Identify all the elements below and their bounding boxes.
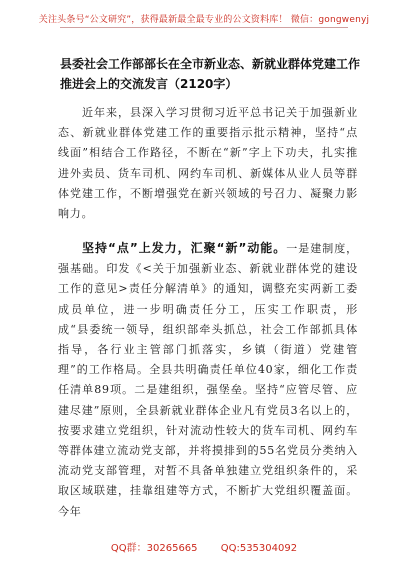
header-banner: 关注头条号“公文研究”，获得最新最全最专业的公文资料库！ 微信：gongwenyj: [38, 15, 370, 25]
footer-qq: QQ:535304092: [220, 543, 298, 554]
footer-contact: [0, 539, 408, 554]
paragraph-intro: 近年来，县深入学习贯彻习近平总书记关于加强新业态、新就业群体党建工作的重要指示批示精神，坚持“点线面”相结合工作路径，不断在“新”字上下功夫，扎实推进外卖员、货车司机、网约车司机、新媒体从业人员等群体党建工作，不断增强党在新兴领域的号召力、凝聚力影响力。: [58, 106, 358, 221]
paragraph-section-1: [58, 238, 358, 522]
section-heading: 坚持“点”上发力，汇聚“新”动能。: [82, 241, 287, 255]
document-title: 县委社会工作部部长在全市新业态、新就业群体党建工作推进会上的交流发言（2120字）: [60, 57, 361, 91]
header-divider: [60, 27, 348, 28]
section-body: 一是建制度，强基础。印发《<关于加强新业态、新就业群体党的建设工作的意见>责任分解清单》的通知，调整充实两新工委成员单位，进一步明确责任分工，压实工作职责，形成“县委统一领导，组织部牵头抓总，社会工作部抓具体指导，各行业主管部门抓落实，乡镇（街道）党建管理”的工作格局。全县共明确责任单位40家，细化工作责任清单89项。二是建组织，强堡垒。坚持“应管尽管、应建尽建”原则，全县新就业群体企业凡有党员3名以上的，按要求建立党组织，针对流动性较大的货车司机、网约车等群体建立流动党支部，并将摸排到的55名党员分类纳入流动党支部管理，对暂不具备单独建立党组织条件的，采取区域联建，挂靠组建等方式，不断扩大党组织覆盖面。今年: [58, 242, 358, 518]
footer-qq-group: QQ群：30265665: [110, 543, 198, 554]
